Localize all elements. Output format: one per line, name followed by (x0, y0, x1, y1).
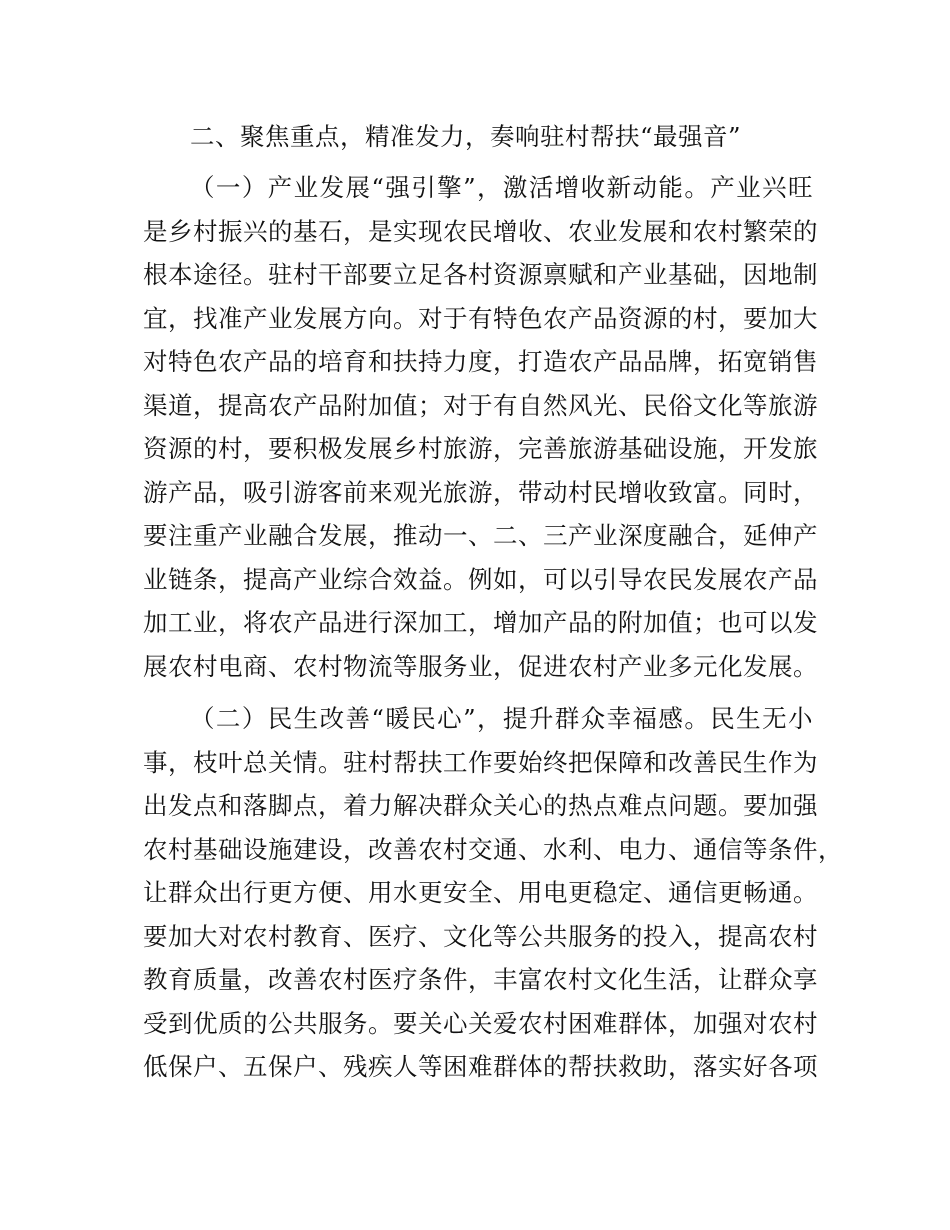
paragraph-line: 要加大对农村教育、医疗、文化等公共服务的投入，提高农村 (143, 922, 818, 951)
paragraph-line: 加工业，将农产品进行深加工，增加产品的附加值；也可以发 (143, 608, 818, 637)
paragraph-line: 要注重产业融合发展，推动一、二、三产业深度融合，延伸产 (143, 521, 818, 550)
paragraph-line: 对特色农产品的培育和扶持力度，打造农产品品牌，拓宽销售 (143, 347, 818, 376)
paragraph-line: 渠道，提高农产品附加值；对于有自然风光、民俗文化等旅游 (143, 391, 818, 420)
paragraph-line: 低保户、五保户、残疾人等困难群体的帮扶救助，落实好各项 (143, 1052, 818, 1081)
paragraph-line: 业链条，提高产业综合效益。例如，可以引导农民发展农产品 (143, 565, 818, 594)
paragraph-line: 展农村电商、农村物流等服务业，促进农村产业多元化发展。 (143, 652, 818, 681)
paragraph-line: 出发点和落脚点，着力解决群众关心的热点难点问题。要加强 (143, 791, 818, 820)
paragraph-line: 根本途径。驻村干部要立足各村资源禀赋和产业基础，因地制 (143, 260, 818, 289)
paragraph-line: 游产品，吸引游客前来观光旅游，带动村民增收致富。同时， (143, 478, 818, 507)
paragraph-line: 教育质量，改善农村医疗条件，丰富农村文化生活，让群众享 (143, 965, 818, 994)
paragraph-line: 资源的村，要积极发展乡村旅游，完善旅游基础设施，开发旅 (143, 434, 818, 463)
paragraph-line: 事，枝叶总关情。驻村帮扶工作要始终把保障和改善民生作为 (143, 748, 818, 777)
paragraph-line: （一）产业发展“强引擎”，激活增收新动能。产业兴旺 (190, 173, 813, 202)
paragraph-line: 是乡村振兴的基石，是实现农民增收、农业发展和农村繁荣的 (143, 217, 818, 246)
paragraph-line: （二）民生改善“暖民心”，提升群众幸福感。民生无小 (190, 704, 813, 733)
paragraph-line: 让群众出行更方便、用水更安全、用电更稳定、通信更畅通。 (143, 878, 818, 907)
section-heading: 二、聚焦重点，精准发力，奏响驻村帮扶“最强音” (190, 122, 742, 151)
paragraph-line: 农村基础设施建设，改善农村交通、水利、电力、通信等条件， (143, 835, 843, 864)
paragraph-line: 宜，找准产业发展方向。对于有特色农产品资源的村，要加大 (143, 304, 818, 333)
paragraph-line: 受到优质的公共服务。要关心关爱农村困难群体，加强对农村 (143, 1009, 818, 1038)
